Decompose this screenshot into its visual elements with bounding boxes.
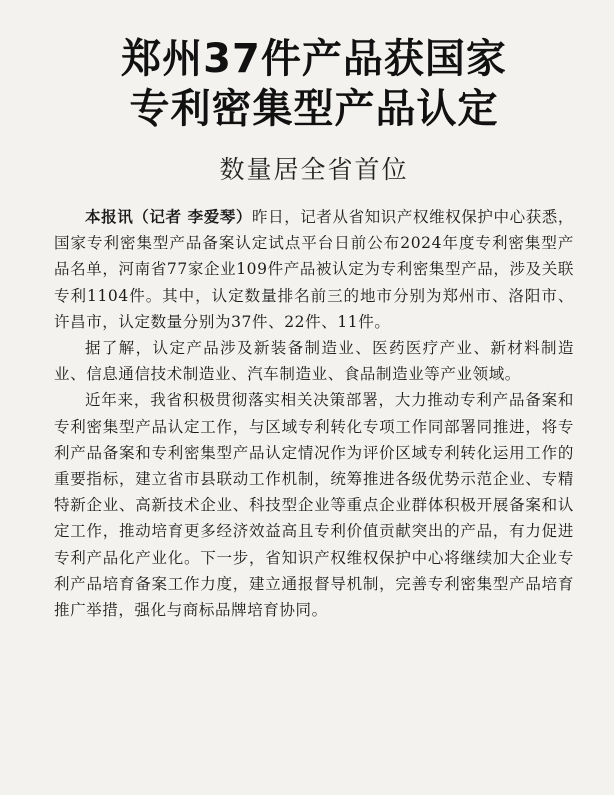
- headline-line-2: 专利密集型产品认定: [129, 86, 499, 132]
- paragraph-1: [54, 204, 574, 335]
- paragraph-3: 近年来，我省积极贯彻落实相关决策部署，大力推动专利产品备案和专利密集型产品认定工作，与区域专利转化专项工作同部署同推进，将专利产品备案和专利密集型产品认定情况作为评价区域专利转化运用工作的重要指标，建立省市县联动工作机制，统筹推进各级优势示范企业、专精特新企业、高新技术企业、科技型企业等重点企业群体积极开展备案和认定工作，推动培育更多经济效益高且专利价值贡献突出的产品，有力促进专利产品化产业化。下一步，省知识产权维权保护中心将继续加大企业专利产品培育备案工作力度，建立通报督导机制，完善专利密集型产品培育推广举措，强化与商标品牌培育协同。: [54, 391, 574, 620]
- paragraph-2: 据了解，认定产品涉及新装备制造业、医药医疗产业、新材料制造业、信息通信技术制造业、汽车制造业、食品制造业等产业领域。: [54, 339, 574, 384]
- subtitle: 数量居全省首位: [219, 155, 409, 184]
- article-body: [54, 204, 574, 623]
- byline: 本报讯（记者 李爱琴）: [85, 208, 252, 226]
- headline: [54, 0, 574, 134]
- headline-line-1: 郑州37件产品获国家: [121, 36, 507, 82]
- paragraph-1-text: 昨日，记者从省知识产权维权保护中心获悉，国家专利密集型产品备案认定试点平台日前公布2024年度专利密集型产品名单，河南省77家企业109件产品被认定为专利密集型产品，涉及关联专利1104件。其中，认定数量排名前三的地市分别为郑州市、洛阳市、许昌市，认定数量分别为37件、22件、11件。: [54, 208, 575, 331]
